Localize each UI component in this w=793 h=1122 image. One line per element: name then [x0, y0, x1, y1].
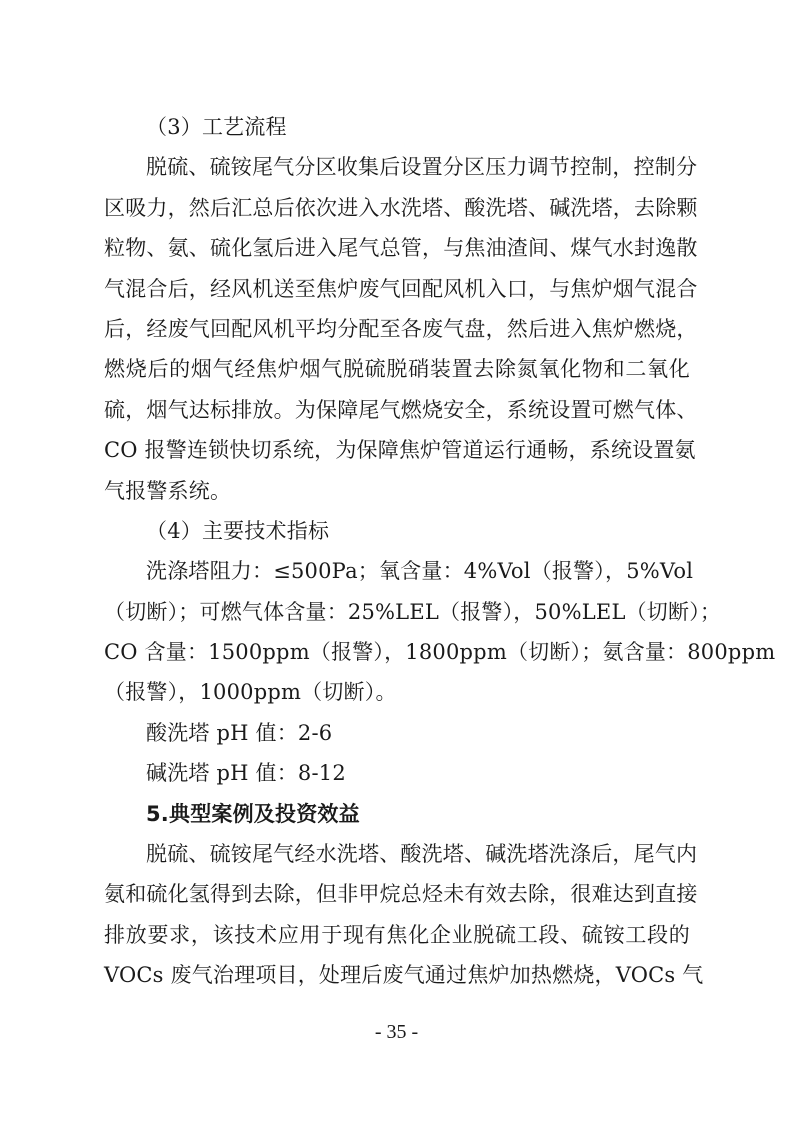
document-body: [104, 107, 776, 996]
paragraph-line: 气报警系统。: [104, 478, 232, 503]
paragraph-line: （切断）；可燃气体含量：25%LEL（报警），50%LEL（切断）；: [104, 599, 722, 624]
paragraph-line: VOCs 废气治理项目，处理后废气通过焦炉加热燃烧，VOCs 气: [104, 963, 704, 988]
paragraph-line: 气混合后，经风机送至焦炉废气回配风机入口，与焦炉烟气混合: [104, 276, 698, 301]
paragraph-line: 脱硫、硫铵尾气分区收集后设置分区压力调节控制，控制分: [146, 155, 698, 180]
paragraph-line: （报警），1000ppm（切断）。: [104, 680, 397, 705]
paragraph-line: 燃烧后的烟气经焦炉烟气脱硫脱硝装置去除氮氧化物和二氧化: [104, 357, 690, 382]
paragraph-line: 硫，烟气达标排放。为保障尾气燃烧安全，系统设置可燃气体、: [104, 397, 698, 422]
paragraph-line: 区吸力，然后汇总后依次进入水洗塔、酸洗塔、碱洗塔，去除颗: [104, 195, 698, 220]
paragraph-line: 粒物、氨、硫化氢后进入尾气总管，与焦油渣间、煤气水封逸散: [104, 236, 698, 261]
section-5-heading: 5.典型案例及投资效益: [146, 801, 360, 826]
section-3-heading: （3）工艺流程: [146, 115, 287, 139]
paragraph-line: 排放要求，该技术应用于现有焦化企业脱硫工段、硫铵工段的: [104, 922, 690, 947]
paragraph-line: 后，经废气回配风机平均分配至各废气盘，然后进入焦炉燃烧，: [104, 316, 698, 341]
acid-tower-ph: 酸洗塔 pH 值：2-6: [146, 720, 333, 745]
paragraph-line: CO 报警连锁快切系统，为保障焦炉管道运行通畅，系统设置氨: [104, 438, 696, 463]
paragraph-line: 洗涤塔阻力：≤500Pa；氧含量：4%Vol（报警），5%Vol: [146, 559, 694, 584]
paragraph-line: 脱硫、硫铵尾气经水洗塔、酸洗塔、碱洗塔洗涤后，尾气内: [146, 842, 698, 867]
section-4-heading: （4）主要技术指标: [146, 518, 330, 543]
paragraph-line: CO 含量：1500ppm（报警），1800ppm（切断）；氨含量：800ppm: [104, 640, 776, 665]
alkali-tower-ph: 碱洗塔 pH 值：8-12: [146, 761, 346, 786]
paragraph-line: 氨和硫化氢得到去除，但非甲烷总烃未有效去除，很难达到直接: [104, 882, 698, 907]
page-number: - 35 -: [374, 1021, 419, 1043]
